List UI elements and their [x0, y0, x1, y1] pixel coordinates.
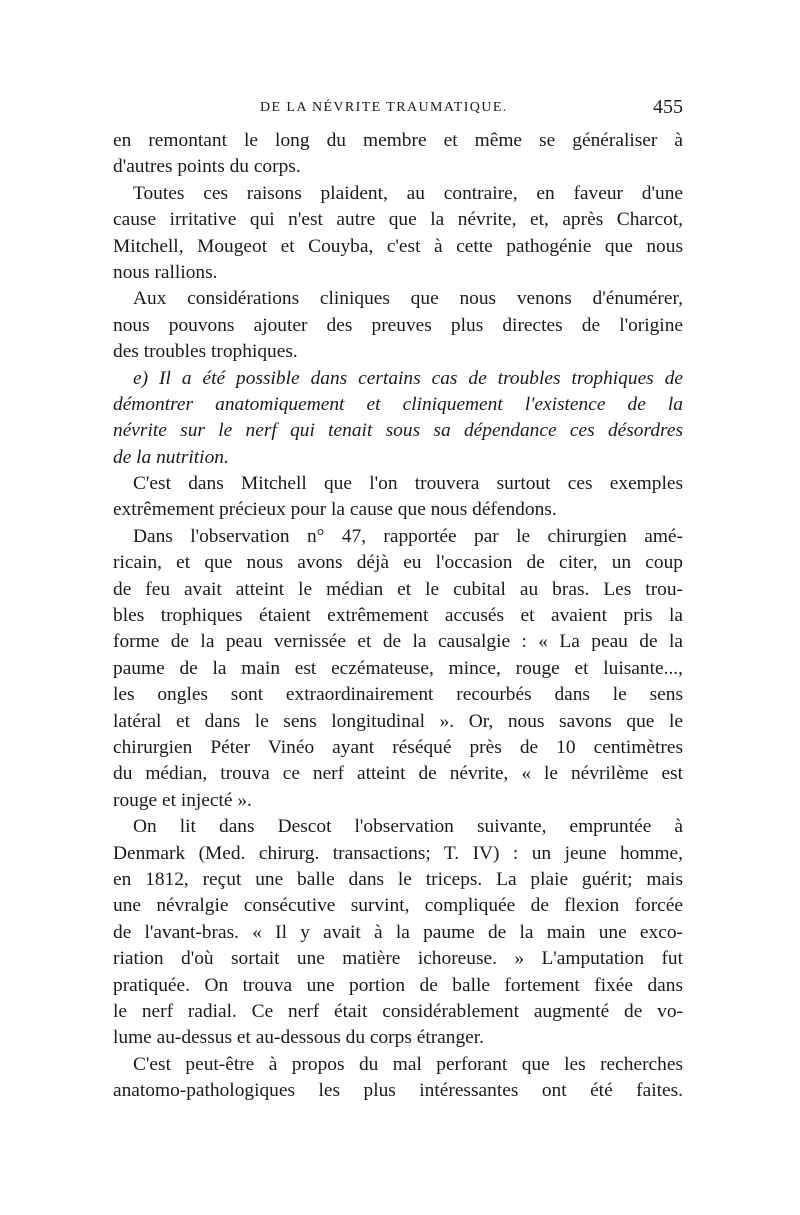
text-line: en 1812, reçut une balle dans le triceps. La plaie guérit; mais: [113, 868, 683, 890]
text-line: anatomo-pathologiques les plus intéressantes ont été faites.: [113, 1080, 683, 1102]
body-text: [113, 128, 683, 1104]
text-line: le nerf radial. Ce nerf était considérablement augmenté de vo-: [113, 1000, 683, 1022]
text-line: Aux considérations cliniques que nous venons d'énumérer,: [133, 288, 683, 310]
text-line: Toutes ces raisons plaident, au contraire, en faveur d'une: [133, 182, 683, 204]
text-line: C'est peut-être à propos du mal perforant que les recherches: [133, 1053, 683, 1075]
text-line: démontrer anatomiquement et cliniquement l'existence de la: [113, 393, 683, 415]
page-number: 455: [653, 96, 683, 118]
text-line: On lit dans Descot l'observation suivante, empruntée à: [133, 816, 683, 838]
text-line: névrite sur le nerf qui tenait sous sa dépendance ces désordres: [113, 420, 683, 442]
text-line: du médian, trouva ce nerf atteint de névrite, « le névrilème est: [113, 763, 683, 785]
text-line: de la nutrition.: [113, 446, 229, 468]
text-line: forme de la peau vernissée et de la causalgie : « La peau de la: [113, 631, 683, 653]
text-line: e) Il a été possible dans certains cas de troubles trophiques de: [133, 367, 683, 389]
text-line: Mitchell, Mougeot et Couyba, c'est à cette pathogénie que nous: [113, 235, 683, 257]
text-line: de feu avait atteint le médian et le cubital au bras. Les trou-: [113, 578, 683, 600]
text-line: en remontant le long du membre et même se généraliser à: [113, 130, 683, 151]
text-line: nous rallions.: [113, 261, 218, 283]
text-line: lume au-dessus et au-dessous du corps étranger.: [113, 1027, 485, 1049]
text-line: paume de la main est eczémateuse, mince, rouge et luisante...,: [113, 657, 683, 679]
text-line: des troubles trophiques.: [113, 341, 298, 363]
text-line: une névralgie consécutive survint, compliquée de flexion forcée: [113, 895, 683, 917]
text-line: extrêmement précieux pour la cause que nous défendons.: [113, 499, 557, 521]
text-line: C'est dans Mitchell que l'on trouvera surtout ces exemples: [133, 473, 683, 495]
text-line: chirurgien Péter Vinéo ayant réséqué près de 10 centimètres: [113, 736, 683, 758]
text-line: Dans l'observation n° 47, rapportée par le chirurgien amé-: [133, 525, 683, 547]
text-line: ricain, et que nous avons déjà eu l'occasion de citer, un coup: [113, 552, 683, 574]
text-line: d'autres points du corps.: [113, 156, 301, 178]
text-line: riation d'où sortait une matière ichoreuse. » L'amputation fut: [113, 948, 683, 970]
running-header: [113, 96, 683, 126]
text-line: de l'avant-bras. « Il y avait à la paume de la main une exco-: [113, 921, 683, 943]
text-line: Denmark (Med. chirurg. transactions; T. IV) : un jeune homme,: [113, 842, 683, 864]
text-line: cause irritative qui n'est autre que la névrite, et, après Charcot,: [113, 209, 683, 231]
text-line: bles trophiques étaient extrêmement accusés et avaient pris la: [113, 605, 683, 627]
text-line: nous pouvons ajouter des preuves plus directes de l'origine: [113, 314, 683, 336]
text-line: pratiquée. On trouva une portion de balle fortement fixée dans: [113, 974, 683, 996]
text-line: les ongles sont extraordinairement recourbés dans le sens: [113, 684, 683, 706]
text-line: rouge et injecté ».: [113, 789, 252, 811]
book-page: [113, 96, 683, 1104]
text-line: latéral et dans le sens longitudinal ». Or, nous savons que le: [113, 710, 683, 732]
running-title: DE LA NÉVRITE TRAUMATIQUE.: [260, 100, 508, 115]
